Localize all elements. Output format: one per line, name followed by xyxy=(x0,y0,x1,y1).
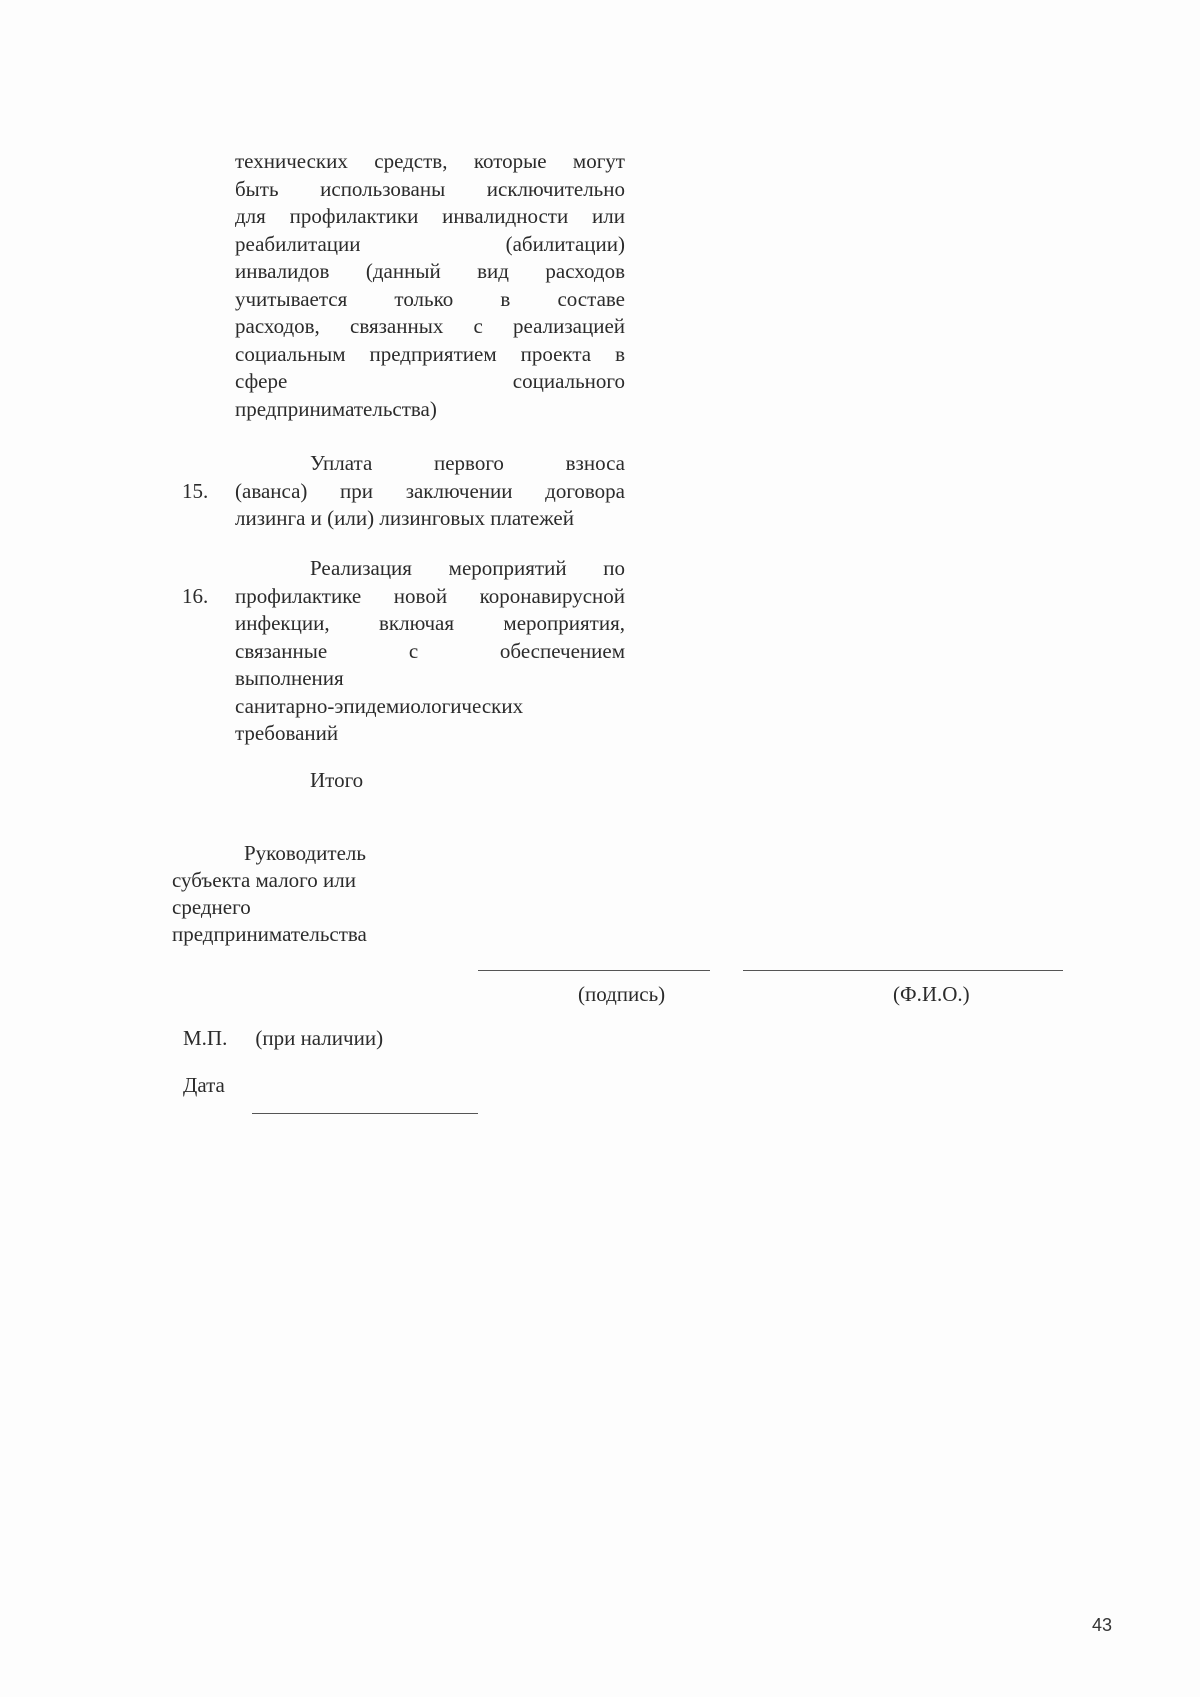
text-line: технических средств, которые могут xyxy=(235,149,625,173)
item-number: 15. xyxy=(182,478,209,503)
text-line: связанные с обеспечением xyxy=(235,638,625,663)
head-line: предпринимательства xyxy=(172,922,367,946)
text-line: санитарно-эпидемиологических xyxy=(235,693,524,718)
expense-item-15 xyxy=(182,450,625,533)
text-line: расходов, связанных с реализацией xyxy=(235,314,625,338)
text-line: реабилитации (абилитации) xyxy=(235,231,625,256)
text-line: выполнения xyxy=(235,666,344,690)
continued-item-text xyxy=(235,148,625,423)
text-line: профилактике новой коронавирусной xyxy=(235,583,625,608)
text-line: Реализация мероприятий по xyxy=(310,556,625,580)
total-label: Итого xyxy=(310,768,364,792)
text-line: для профилактики инвалидности или xyxy=(235,204,625,228)
name-line xyxy=(743,970,1063,971)
head-title xyxy=(172,840,367,948)
text-line: быть использованы исключительно xyxy=(235,176,625,201)
stamp-note: (при наличии) xyxy=(255,1026,384,1050)
text-line: социальным предприятием проекта в xyxy=(235,341,625,366)
item-description xyxy=(235,555,625,748)
text-line: лизинга и (или) лизинговых платежей xyxy=(235,506,574,530)
page-number: 43 xyxy=(1092,1615,1113,1635)
head-line: субъекта малого или xyxy=(172,868,356,892)
text-line: Уплата первого взноса xyxy=(310,451,625,475)
expense-item-16 xyxy=(182,555,625,748)
stamp-label: М.П. xyxy=(183,1026,228,1050)
name-caption: (Ф.И.О.) xyxy=(893,982,970,1006)
text-line: учитывается только в составе xyxy=(235,286,625,311)
text-line: инвалидов (данный вид расходов xyxy=(235,259,625,283)
date-label: Дата xyxy=(183,1073,225,1097)
stamp-place xyxy=(183,1026,383,1051)
text-line: (аванса) при заключении договора xyxy=(235,478,625,503)
head-line: Руководитель xyxy=(244,841,366,865)
date-line xyxy=(252,1113,478,1114)
signature-caption: (подпись) xyxy=(578,982,666,1006)
text-line: предпринимательства) xyxy=(235,396,437,421)
item-number: 16. xyxy=(182,583,209,608)
signature-line xyxy=(478,970,710,971)
text-line: сфере социального xyxy=(235,369,625,393)
item-description xyxy=(235,450,625,533)
head-line: среднего xyxy=(172,895,251,919)
text-line: требований xyxy=(235,721,339,745)
text-line: инфекции, включая мероприятия, xyxy=(235,611,625,635)
